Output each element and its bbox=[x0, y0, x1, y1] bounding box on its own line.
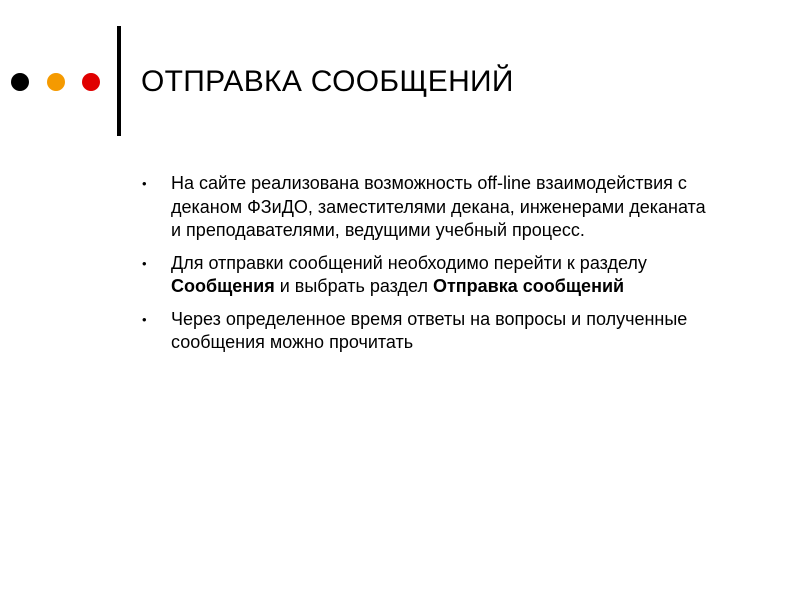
title-divider-line bbox=[117, 26, 121, 136]
bullet-text-part: Для отправки сообщений необходимо перейти к разделу bbox=[171, 252, 647, 273]
bullet-icon: • bbox=[142, 311, 147, 327]
black-dot-icon bbox=[11, 73, 29, 91]
bullet-icon: • bbox=[142, 255, 147, 271]
red-dot-icon bbox=[82, 73, 100, 91]
bullet-item-3 bbox=[141, 308, 711, 355]
slide-title: ОТПРАВКА СООБЩЕНИЙ bbox=[141, 65, 514, 98]
bullet-text: На сайте реализована возможность off-line взаимодействия с деканом ФЗиДО, заместителями декана, инженерами деканата и преподавателями, ведущими учебный процесс. bbox=[171, 173, 706, 240]
bullet-bold-term: Сообщения bbox=[171, 276, 275, 296]
bullet-list bbox=[141, 172, 711, 364]
bullet-text: Через определенное время ответы на вопросы и полученные сообщения можно прочитать bbox=[171, 308, 688, 352]
bullet-text-part: и выбрать раздел bbox=[274, 276, 433, 296]
bullet-bold-term: Отправка сообщений bbox=[432, 276, 625, 296]
bullet-icon: • bbox=[142, 176, 147, 191]
orange-dot-icon bbox=[47, 73, 65, 91]
bullet-item-1 bbox=[141, 172, 711, 243]
bullet-item-2 bbox=[141, 252, 711, 299]
